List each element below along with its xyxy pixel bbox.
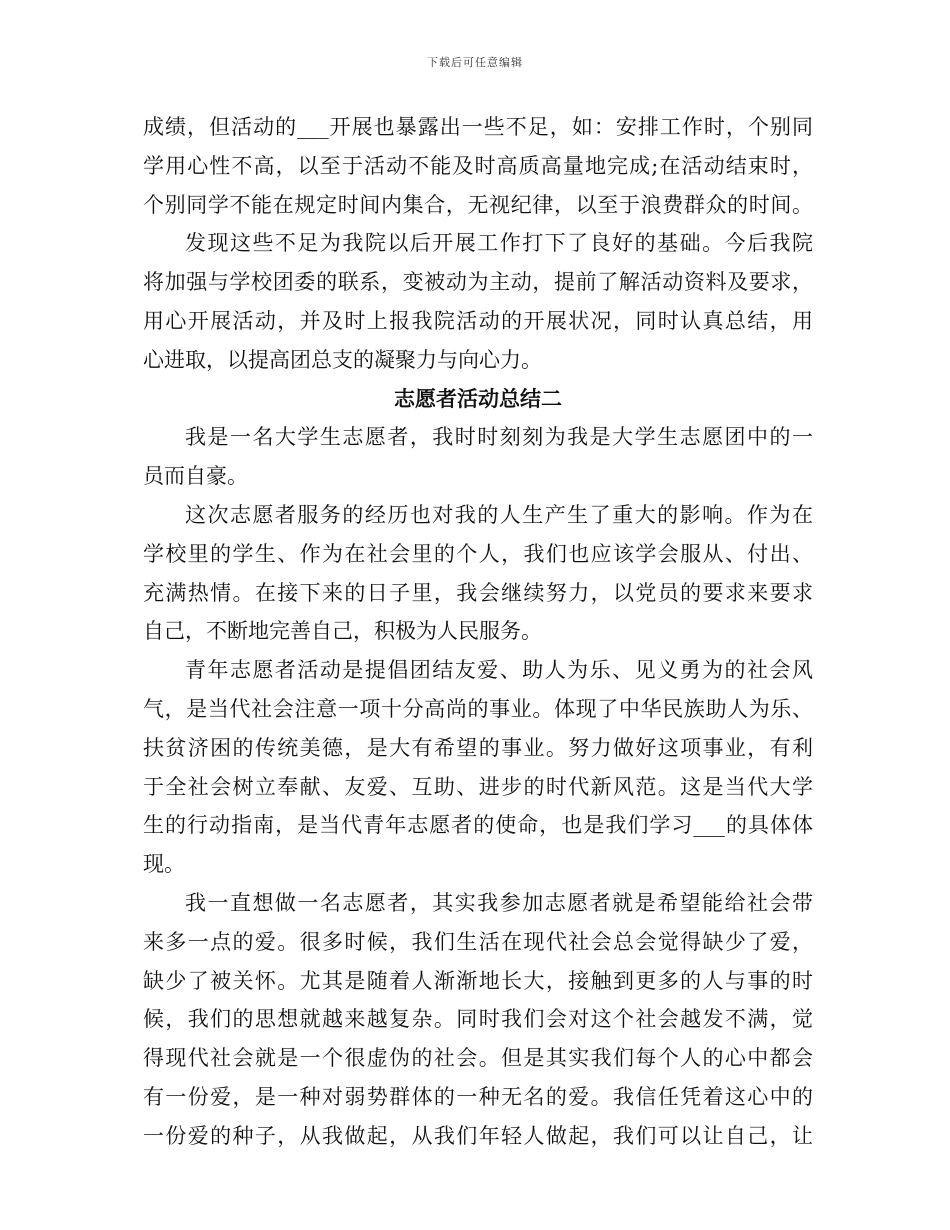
body-text-line: 现。 [143,852,185,877]
body-text-line: 来多一点的爱。很多时候，我们生活在现代社会总会觉得缺少了爱， [143,929,813,954]
body-text-line: 得现代社会就是一个很虚伪的社会。但是其实我们每个人的心中都会 [143,1046,813,1071]
body-text-line: 有一份爱，是一种对弱势群体的一种无名的爱。我信任凭着这心中的 [143,1084,813,1109]
body-text-line: 于全社会树立奉献、友爱、互助、进步的时代新风范。这是当代大学 [143,774,813,799]
page-header: 下载后可任意编辑 [427,56,523,69]
body-text-line: 候，我们的思想就越来越复杂。同时我们会对这个社会越发不满，觉 [143,1007,813,1032]
body-text-line: 气，是当代社会注意一项十分高尚的事业。体现了中华民族助人为乐、 [143,696,813,721]
body-text-line: 员而自豪。 [143,464,248,489]
body-text-line: 自己，不断地完善自己，积极为人民服务。 [143,619,542,644]
body-text-line: 将加强与学校团委的联系，变被动为主动，提前了解活动资料及要求， [143,270,813,295]
body-text-line: 个别同学不能在规定时间内集合，无视纪律，以至于浪费群众的时间。 [143,192,813,217]
body-text-line: 我一直想做一名志愿者，其实我参加志愿者就是希望能给社会带 [185,890,813,915]
body-text-line: 这次志愿者服务的经历也对我的人生产生了重大的影响。作为在 [185,502,813,527]
body-text-line: 缺少了被关怀。尤其是随着人渐渐地长大，接触到更多的人与事的时 [143,968,813,993]
document-body [143,108,813,1156]
section-title: 志愿者活动总结二 [394,385,562,411]
body-text-line: 生的行动指南，是当代青年志愿者的使命，也是我们学习___的具体体 [143,813,813,838]
body-text-line: 我是一名大学生志愿者，我时时刻刻为我是大学生志愿团中的一 [185,425,813,450]
body-text-line: 充满热情。在接下来的日子里，我会继续努力，以党员的要求来要求 [143,580,813,605]
body-text-line: 扶贫济困的传统美德，是大有希望的事业。努力做好这项事业，有利 [143,735,813,760]
body-text-line: 心进取，以提高团总支的凝聚力与向心力。 [143,347,542,372]
body-text-line: 成绩，但活动的___开展也暴露出一些不足，如：安排工作时，个别同 [143,115,813,139]
body-text-line: 青年志愿者活动是提倡团结友爱、助人为乐、见义勇为的社会风 [185,658,813,683]
body-text-line: 学用心性不高，以至于活动不能及时高质高量地完成;在活动结束时， [143,153,813,178]
body-text-line: 一份爱的种子，从我做起，从我们年轻人做起，我们可以让自己，让 [143,1123,813,1148]
body-text-line: 用心开展活动，并及时上报我院活动的开展状况，同时认真总结，用 [143,308,813,333]
body-text-line: 学校里的学生、作为在社会里的个人，我们也应该学会服从、付出、 [143,541,813,566]
body-text-line: 发现这些不足为我院以后开展工作打下了良好的基础。今后我院 [185,231,813,256]
